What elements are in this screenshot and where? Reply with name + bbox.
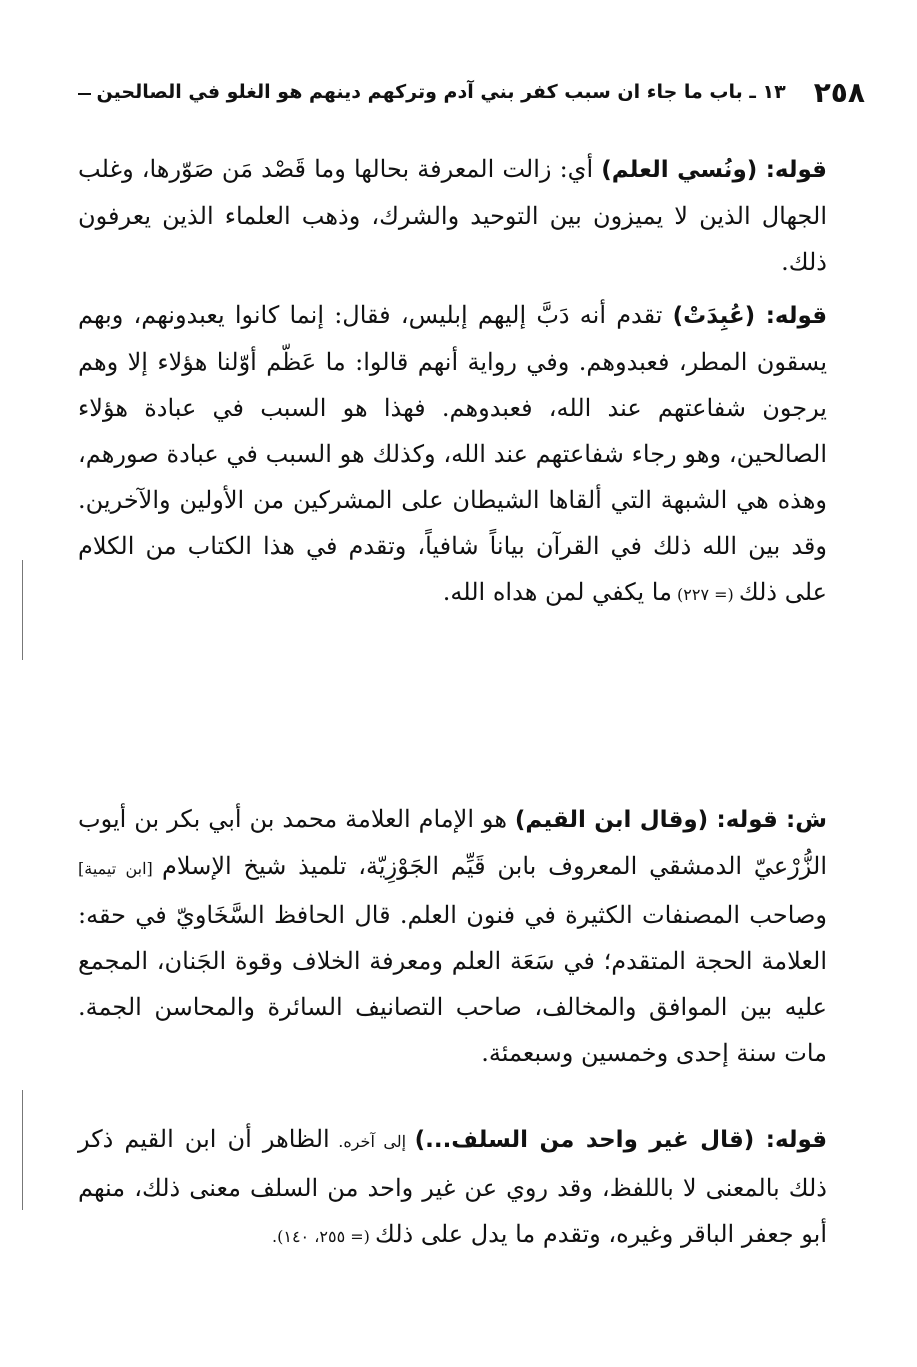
paragraph-lead: ش: قوله: (وقال ابن القيم) [514, 807, 827, 833]
paragraph-lead: قوله: (قال غير واحد من السلف...) [414, 1127, 828, 1153]
page-number: ٢٥٨ [813, 75, 865, 109]
cross-reference: (= ٢٥٥، ١٤٠). [272, 1227, 375, 1246]
ellipsis-note: إلى آخره. [329, 1132, 415, 1151]
paragraph-text: هو الإمام العلامة محمد بن أبي بكر بن أيوب الزُّرْعيّ الدمشقي المعروف بابن قَيِّم الجَوْزِيّة، تلميذ شيخ الإسلام [78, 805, 828, 880]
scan-edge-mark [22, 560, 23, 660]
paragraph-tail: ما يكفي لمن هداه الله. [442, 578, 672, 606]
scan-edge-mark [22, 1090, 23, 1210]
paragraph [78, 1116, 827, 1260]
paragraph [78, 796, 827, 1076]
paragraph-text: الظاهر أن ابن القيم ذكر ذلك بالمعنى لا باللفظ، وقد روي عن غير واحد من السلف معنى ذلك، منهم أبو جعفر الباقر وغيره، وتقدم ما يدل على ذلك [78, 1125, 827, 1248]
editor-insertion: [ابن تيمية] [78, 859, 163, 878]
page-header [78, 72, 865, 112]
header-rule [78, 93, 91, 95]
paragraph-lead: قوله: (عُبِدَتْ) [672, 303, 827, 329]
paragraph [78, 146, 827, 285]
paragraph-text: تقدم أنه دَبَّ إليهم إبليس، فقال: إنما كانوا يعبدونهم، وبهم يسقون المطر، فعبدوهم. وفي رواية أنهم قالوا: ما عَظّم أوّلنا هؤلاء إلا وهم يرجون شفاعتهم عند الله، فعبدوهم. فهذا هو السبب في عبادة هؤلاء الصالحين، وهو رجاء شفاعتهم عند الله، وكذلك هو السبب في عبادة صورهم، وهذه هي الشبهة التي ألقاها الشيطان على المشركين من الأولين والآخرين. وقد بين الله ذلك في القرآن بياناً شافياً، وتقدم في هذا الكتاب من الكلام على ذلك [78, 301, 827, 606]
paragraph-lead: قوله: (ونُسي العلم) [601, 157, 827, 183]
cross-reference: (= ٢٢٧) [671, 585, 739, 604]
running-title: ١٣ ـ باب ما جاء ان سبب كفر بني آدم وتركهم دينهم هو الغلو في الصالحين [96, 81, 786, 103]
paragraph-text: أي: زالت المعرفة بحالها وما قَصْد مَن صَوّرها، وغلب الجهال الذين لا يميزون بين التوحيد والشرك، وذهب العلماء الذين يعرفون ذلك. [78, 155, 827, 276]
paragraph-tail: وصاحب المصنفات الكثيرة في فنون العلم. قال الحافظ السَّخَاويّ في حقه: العلامة الحجة المتقدم؛ في سَعَة العلم ومعرفة الخلاف وقوة الجَنان، المجمع عليه بين الموافق والمخالف، صاحب التصانيف السائرة والمحاسن الجمة. مات سنة إحدى وخمسين وسبعمئة. [78, 901, 827, 1067]
paragraph [78, 292, 827, 618]
